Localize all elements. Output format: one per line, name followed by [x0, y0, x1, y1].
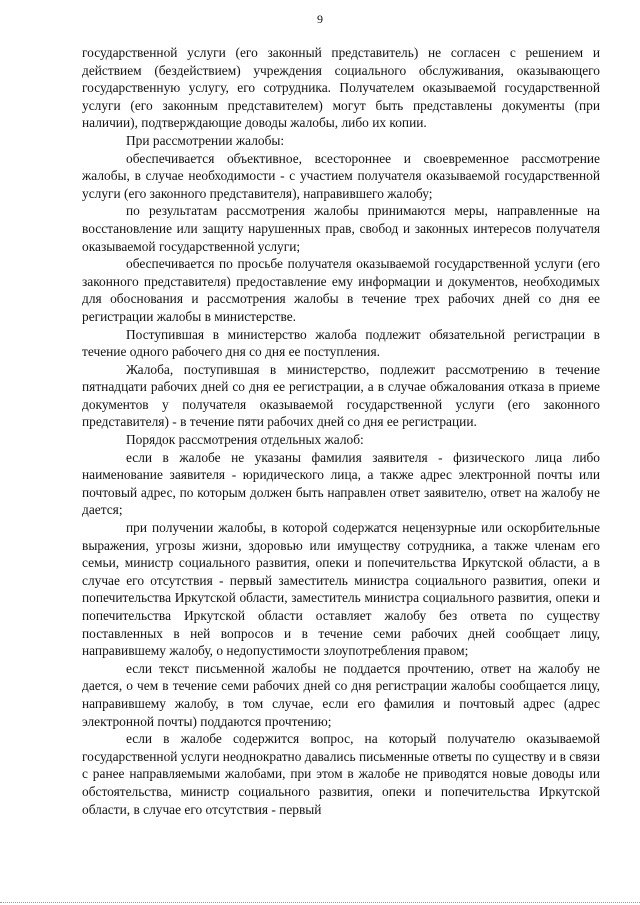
paragraph: государственной услуги (его законный представитель) не согласен с решением и действием (бездействием) учреждения социального обслуживания, оказывающего государственную услугу, его сотрудника. Получателем оказываемой государственной услуги (его законным представителем) могут быть представлены документы (при наличии), подтверждающие доводы жалобы, либо их копии. [82, 45, 600, 131]
page-bottom-edge [0, 902, 640, 903]
paragraph: Порядок рассмотрения отдельных жалоб: [126, 432, 364, 448]
paragraph: Поступившая в министерство жалоба подлежит обязательной регистрации в течение одного рабочего дня со дня ее поступления. [82, 326, 600, 360]
page-number: 9 [317, 12, 323, 26]
document-body [82, 44, 600, 818]
paragraph: при получении жалобы, в которой содержатся нецензурные или оскорбительные выражения, угрозы жизни, здоровью или имуществу сотрудника, а также членам его семьи, министр социального развития, опеки и попечительства Иркутской области, а в случае его отсутствия - первый заместитель министра социального развития, опеки и попечительства Иркутской области, заместитель министра социального развития, опеки и попечительства Иркутской области оставляет жалобу без ответа по существу поставленных в ней вопросов и в течение семи рабочих дней сообщает лицу, направившему жалобу, о недопустимости злоупотребления правом; [82, 520, 600, 659]
paragraph: по результатам рассмотрения жалобы принимаются меры, направленные на восстановление или защиту нарушенных прав, свобод и законных интересов получателя оказываемой государственной услуги; [82, 203, 600, 254]
paragraph: обеспечивается по просьбе получателя оказываемой государственной услуги (его законного представителя) предоставление ему информации и документов, необходимых для обоснования и рассмотрения жалобы в течение трех рабочих дней со дня ее регистрации жалобы в министерстве. [82, 256, 600, 324]
paragraph: если в жалобе не указаны фамилия заявителя - физического лица либо наименование заявителя - юридического лица, а также адрес электронной почты или почтовый адрес, по которым должен быть направлен ответ заявителю, ответ на жалобу не дается; [82, 449, 600, 518]
paragraph: Жалоба, поступившая в министерство, подлежит рассмотрению в течение пятнадцати рабочих дней со дня ее регистрации, а в случае обжалования отказа в приеме документов у получателя оказываемой государственной услуги (его законного представителя) - в течение пяти рабочих дней со дня ее регистрации. [82, 361, 600, 430]
paragraph: если текст письменной жалобы не поддается прочтению, ответ на жалобу не дается, о чем в течение семи рабочих дней со дня регистрации жалобы сообщается лицу, направившему жалобу, в том случае, если его фамилия и почтовый адрес (адрес электронной почты) поддаются прочтению; [82, 660, 600, 729]
paragraph: При рассмотрении жалобы: [126, 132, 285, 148]
paragraph: обеспечивается объективное, всестороннее и своевременное рассмотрение жалобы, в случае необходимости - с участием получателя оказываемой государственной услуги (его законного представителя), направившего жалобу; [82, 150, 600, 201]
paragraph: если в жалобе содержится вопрос, на который получателю оказываемой государственной услуги неоднократно давались письменные ответы по существу и в связи с ранее направляемыми жалобами, при этом в жалобе не приводятся новые доводы или обстоятельства, министр социального развития, опеки и попечительства Иркутской области, в случае его отсутствия - первый [82, 731, 600, 817]
